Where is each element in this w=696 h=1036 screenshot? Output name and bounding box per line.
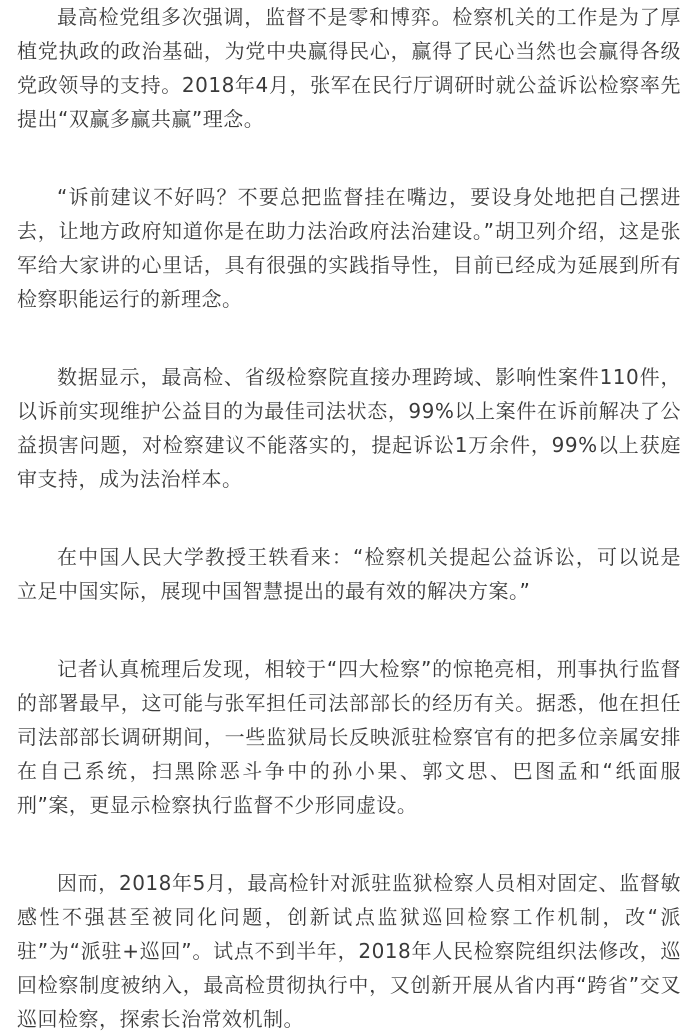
paragraph-pre-litigation-advice: “诉前建议不好吗？不要总把监督挂在嘴边，要设身处地把自己摆进去，让地方政府知道你是在助力法治政府法治建设。”胡卫列介绍，这是张军给大家讲的心里话，具有很强的实践指导性，目前已经成为延展到所有检察职能运行的新理念。 <box>17 185 681 311</box>
paragraph-dual-win: 最高检党组多次强调，监督不是零和博弈。检察机关的工作是为了厚植党执政的政治基础，为党中央赢得民心，赢得了民心当然也会赢得各级党政领导的支持。2018年4月，张军在民行厅调研时就公益诉讼检察率先提出“双赢多赢共赢”理念。 <box>17 5 681 131</box>
paragraph-circuit-inspection: 因而，2018年5月，最高检针对派驻监狱检察人员相对固定、监督敏感性不强甚至被同化问题，创新试点监狱巡回检察工作机制，改“派驻”为“派驻+巡回”。试点不到半年，2018年人民检察院组织法修改，巡回检察制度被纳入，最高检贯彻执行中，又创新开展从省内再“跨省”交叉巡回检察，探索长治常效机制。 <box>17 871 681 1031</box>
paragraph-data-statistics: 数据显示，最高检、省级检察院直接办理跨域、影响性案件110件，以诉前实现维护公益目的为最佳司法状态，99%以上案件在诉前解决了公益损害问题，对检察建议不能落实的，提起诉讼1万余件，99%以上获庭审支持，成为法治样本。 <box>17 365 681 491</box>
article-body <box>17 0 681 1036</box>
paragraph-execution-supervision: 记者认真梳理后发现，相较于“四大检察”的惊艳亮相，刑事执行监督的部署最早，这可能与张军担任司法部部长的经历有关。据悉，他在担任司法部部长调研期间，一些监狱局长反映派驻检察官有的把多位亲属安排在自己系统，扫黑除恶斗争中的孙小果、郭文思、巴图孟和“纸面服刑”案，更显示检察执行监督不少形同虚设。 <box>17 657 681 817</box>
paragraph-professor-quote: 在中国人民大学教授王轶看来：“检察机关提起公益诉讼，可以说是立足中国实际，展现中国智慧提出的最有效的解决方案。” <box>17 545 681 603</box>
